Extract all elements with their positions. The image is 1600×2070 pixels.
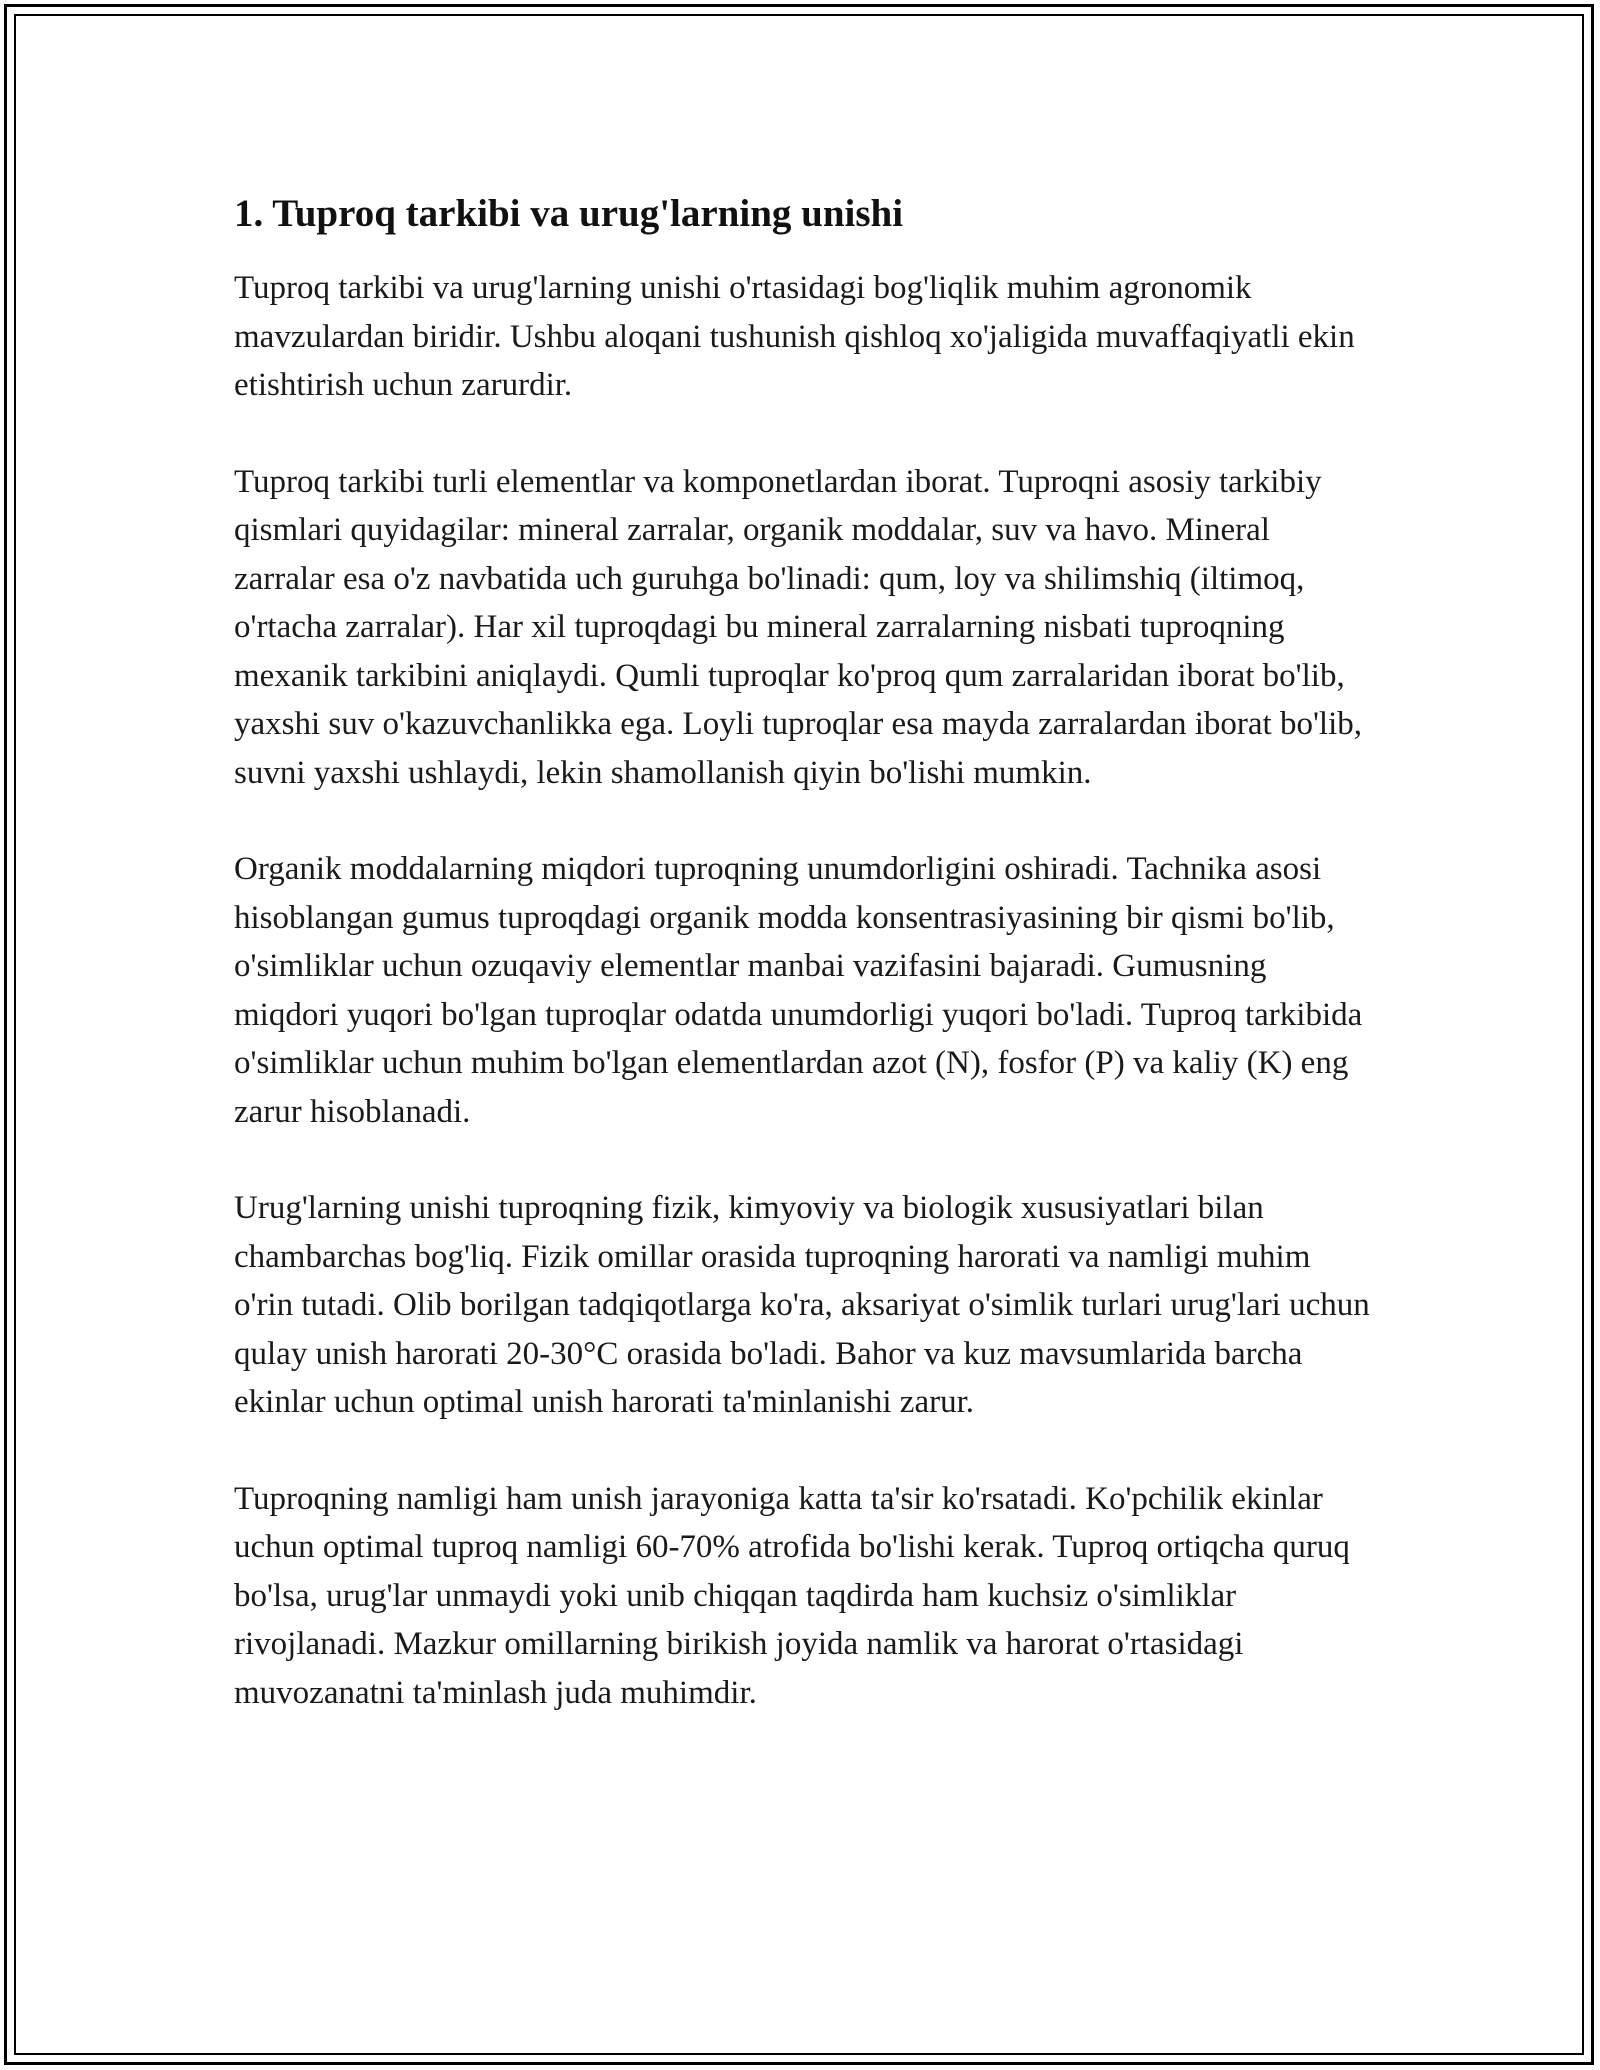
paragraph-germination-temperature: Urug'larning unishi tuproqning fizik, kimyoviy va biologik xususiyatlari bilan chambarchas bog'liq. Fizik omillar orasida tuproqning harorati va namligi muhim o'rin tutadi. Olib borilgan tadqiqotlarga ko'ra, aksariyat o'simlik turlari urug'lari uchun qulay unish harorati 20-30°C orasida bo'ladi. Bahor va kuz mavsumlarida barcha ekinlar uchun optimal unish harorati ta'minlanishi zarur.: [234, 1190, 1370, 1420]
section-heading: 1. Tuproq tarkibi va urug'larning unishi: [234, 192, 904, 235]
document-body: [234, 188, 1374, 1765]
paragraph-soil-composition: Tuproq tarkibi turli elementlar va komponetlardan iborat. Tuproqni asosiy tarkibiy qismlari quyidagilar: mineral zarralar, organik moddalar, suv va havo. Mineral zarralar esa o'z navbatida uch guruhga bo'linadi: qum, loy va shilimshiq (iltimoq, o'rtacha zarralar). Har xil tuproqdagi bu mineral zarralarning nisbati tuproqning mexanik tarkibini aniqlaydi. Qumli tuproqlar ko'proq qum zarralaridan iborat bo'lib, yaxshi suv o'kazuvchanlikka ega. Loyli tuproqlar esa mayda zarralardan iborat bo'lib, suvni yaxshi ushlaydi, lekin shamollanish qiyin bo'lishi mumkin.: [234, 463, 1362, 791]
paragraph-organic-matter: Organik moddalarning miqdori tuproqning unumdorligini oshiradi. Tachnika asosi hisoblangan gumus tuproqdagi organik modda konsentrasiyasining bir qismi bo'lib, o'simliklar uchun ozuqaviy elementlar manbai vazifasini bajaradi. Gumusning miqdori yuqori bo'lgan tuproqlar odatda unumdorligi yuqori bo'ladi. Tuproq tarkibida o'simliklar uchun muhim bo'lgan elementlardan azot (N), fosfor (P) va kaliy (K) eng zarur hisoblanadi.: [234, 851, 1363, 1130]
paragraph-intro: Tuproq tarkibi va urug'larning unishi o'rtasidagi bog'liqlik muhim agronomik mavzulardan biridir. Ushbu aloqani tushunish qishloq xo'jaligida muvaffaqiyatli ekin etishtirish uchun zarurdir.: [234, 270, 1355, 403]
paragraph-soil-moisture: Tuproqning namligi ham unish jarayoniga katta ta'sir ko'rsatadi. Ko'pchilik ekinlar uchun optimal tuproq namligi 60-70% atrofida bo'lishi kerak. Tuproq ortiqcha quruq bo'lsa, urug'lar unmaydi yoki unib chiqqan taqdirda ham kuchsiz o'simliklar rivojlanadi. Mazkur omillarning birikish joyida namlik va harorat o'rtasidagi muvozanatni ta'minlash juda muhimdir.: [234, 1480, 1350, 1711]
